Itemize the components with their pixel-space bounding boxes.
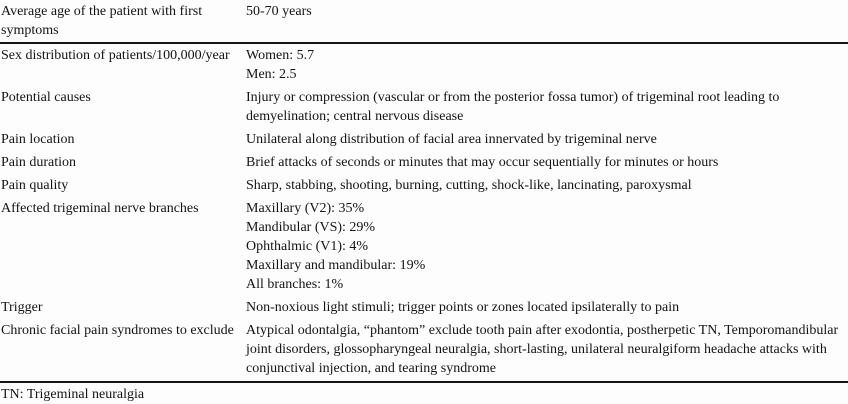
row-label: Chronic facial pain syndromes to exclude [1, 323, 234, 338]
row-label: Average age of the patient with first symptoms [1, 4, 203, 38]
tn-characteristics-table [0, 1, 848, 380]
value-line: Women: 5.7 [246, 48, 315, 63]
table-row [0, 174, 848, 197]
value-line: Atypical odontalgia, “phantom” exclude tooth pain after exodontia, postherpetic TN, Temporomandibular joint disorders, glossopharyngeal neuralgia, short-lasting, unilateral neuralgiform headache attacks with conjunctival injection, and tearing syndrome [246, 323, 839, 376]
row-label: Trigger [1, 300, 43, 315]
row-value [246, 321, 848, 378]
row-value [246, 153, 848, 172]
row-value [246, 199, 848, 294]
row-label: Sex distribution of patients/100,000/year [1, 48, 230, 63]
value-line: Non-noxious light stimuli; trigger points or zones located ipsilaterally to pain [246, 300, 680, 315]
value-line: Mandibular (VS): 29% [246, 220, 376, 235]
row-value [246, 176, 848, 195]
row-value [246, 88, 848, 126]
value-line: Unilateral along distribution of facial area innervated by trigeminal nerve [246, 132, 657, 147]
row-value [246, 2, 848, 21]
row-value [246, 130, 848, 149]
value-line: Sharp, stabbing, shooting, burning, cutting, shock-like, lancinating, paroxysmal [246, 178, 692, 193]
value-line: Ophthalmic (V1): 4% [246, 239, 369, 254]
table-row [0, 197, 848, 296]
value-line: Maxillary and mandibular: 19% [246, 258, 426, 273]
value-line: Men: 2.5 [246, 67, 297, 82]
table-row [0, 151, 848, 174]
value-line: All branches: 1% [246, 277, 344, 292]
value-line: Brief attacks of seconds or minutes that may occur sequentially for minutes or hours [246, 155, 719, 170]
row-label: Pain quality [1, 178, 69, 193]
table-row [0, 319, 848, 380]
row-label: Potential causes [1, 90, 91, 105]
row-value [246, 46, 848, 84]
row-value [246, 298, 848, 317]
row-label: Pain location [1, 132, 75, 147]
table-row [0, 86, 848, 128]
value-line: 50-70 years [246, 4, 312, 19]
value-line: Maxillary (V2): 35% [246, 201, 365, 216]
table-row [0, 296, 848, 319]
table-footnote: TN: Trigeminal neuralgia [1, 387, 145, 402]
table-row [0, 128, 848, 151]
table-row [0, 1, 848, 44]
row-label: Pain duration [1, 155, 77, 170]
table-row [0, 44, 848, 86]
row-label: Affected trigeminal nerve branches [1, 201, 199, 216]
value-line: Injury or compression (vascular or from the posterior fossa tumor) of trigeminal root leading to demyelination; central nervous disease [246, 90, 780, 124]
